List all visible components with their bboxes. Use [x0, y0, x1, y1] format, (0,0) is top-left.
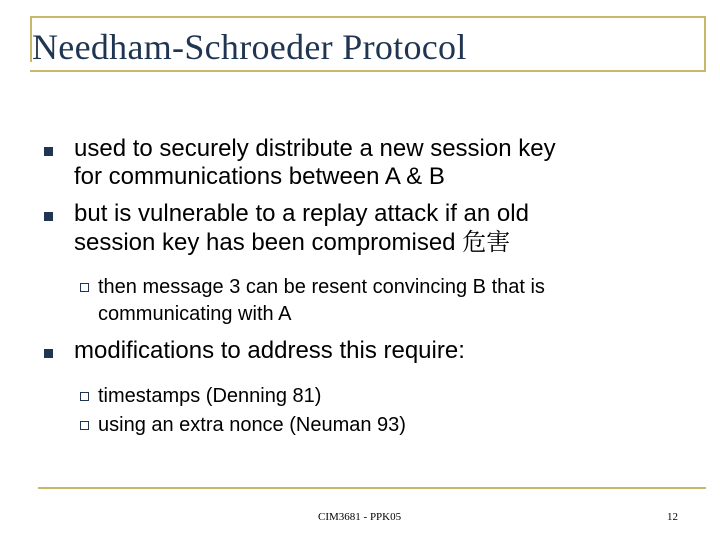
sub-bullet-hollow-square-icon: [80, 283, 89, 292]
frame-top-line: [30, 16, 706, 18]
bullet-3-line-1: modifications to address this require:: [74, 337, 465, 364]
title-underline: [30, 70, 706, 72]
bullet-2-line-1: but is vulnerable to a replay attack if an old: [74, 200, 529, 227]
bullet-1-line-1: used to securely distribute a new session key: [74, 135, 556, 162]
sub-bullet-hollow-square-icon: [80, 421, 89, 430]
sub-bullet-2-1-line-2: communicating with A: [98, 303, 292, 325]
footer-course-code: CIM3681 - PPK05: [318, 511, 402, 523]
sub-bullet-2-1-line-1: then message 3 can be resent convincing B that is: [98, 276, 545, 298]
frame-right-line: [704, 16, 706, 72]
sub-bullet-hollow-square-icon: [80, 392, 89, 401]
footer-page-number: 12: [667, 511, 678, 523]
bullet-1-line-2: for communications between A & B: [74, 163, 445, 190]
bullet-square-icon: [44, 147, 53, 156]
footer-line: [38, 487, 706, 489]
bullet-2-line-2: session key has been compromised 危害: [74, 229, 511, 256]
bullet-square-icon: [44, 349, 53, 358]
sub-bullet-3-2: using an extra nonce (Neuman 93): [98, 414, 406, 436]
sub-bullet-3-1: timestamps (Denning 81): [98, 385, 322, 407]
bullet-square-icon: [44, 212, 53, 221]
slide-title: Needham-Schroeder Protocol: [32, 27, 467, 67]
